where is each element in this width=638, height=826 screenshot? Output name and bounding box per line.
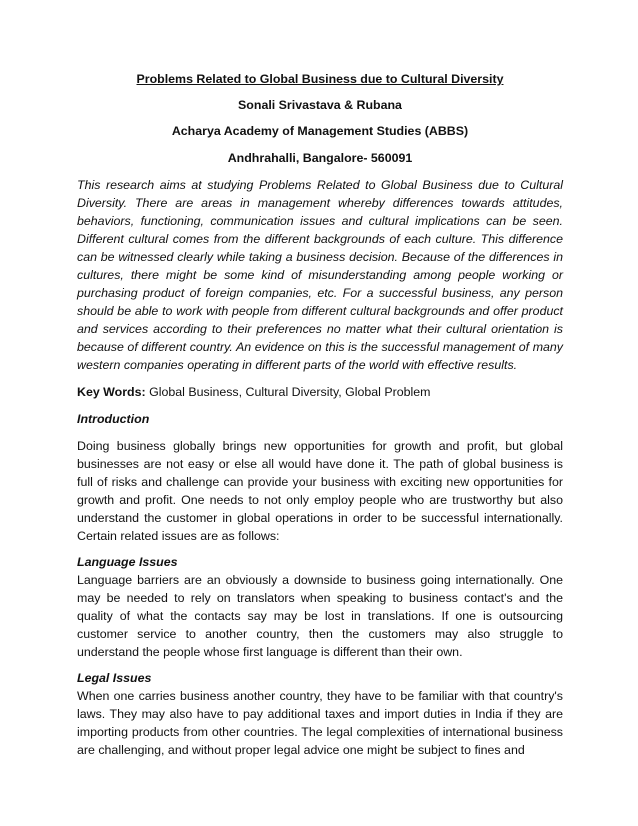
introduction-paragraph: Doing business globally brings new opportunities for growth and profit, but global businesses are not easy or else all would have done it. The path of global business is full of risks and challenge can provide your business with exciting new opportunities for growth and profit. One needs to not only employ people who are trustworthy but also understand the customer in global operations in order to be successful internationally. Certain related issues are as follows: bbox=[77, 439, 563, 543]
keywords-text: Global Business, Cultural Diversity, Global Problem bbox=[149, 385, 431, 399]
paper-address: Andhrahalli, Bangalore- 560091 bbox=[227, 151, 413, 165]
legal-issues-heading: Legal Issues bbox=[77, 671, 152, 685]
paper-affiliation: Acharya Academy of Management Studies (ABBS) bbox=[171, 124, 469, 138]
document-page bbox=[77, 70, 563, 767]
abstract-paragraph: This research aims at studying Problems Related to Global Business due to Cultural Diversity. There are areas in management whereby differences towards attitudes, behaviors, functioning, communication issues and cultural implications can be seen. Different cultural comes from the different backgrounds of each culture. This difference can be witnessed clearly while taking a business decision. Because of the differences in cultures, there might be some kind of misunderstanding among people working or purchasing product of foreign companies, etc. For a successful business, any person should be able to work with people from different cultural backgrounds and offer product and services according to their preferences no matter what their cultural orientation is because of different country. An evidence on this is the successful management of many western companies operating in different parts of the world with effective results. bbox=[77, 178, 563, 372]
legal-issues-paragraph: When one carries business another country, they have to be familiar with that country's laws. They may also have to pay additional taxes and import duties in India if they are importing products from other countries. The legal complexities of international business are challenging, and without proper legal advice one might be subject to fines and bbox=[77, 689, 563, 757]
paper-title: Problems Related to Global Business due to Cultural Diversity bbox=[136, 72, 504, 86]
introduction-heading: Introduction bbox=[77, 412, 150, 426]
paper-authors: Sonali Srivastava & Rubana bbox=[238, 98, 402, 112]
language-issues-heading: Language Issues bbox=[77, 555, 178, 569]
language-issues-paragraph: Language barriers are an obviously a downside to business going internationally. One may be needed to rely on translators when speaking to business contact's and the quality of what the contacts say may be lost in translations. If one is outsourcing customer service to another country, then the customers may also struggle to understand the people whose first language is different than their own. bbox=[77, 573, 563, 659]
keywords-line bbox=[77, 383, 563, 401]
keywords-label: Key Words: bbox=[77, 385, 146, 399]
